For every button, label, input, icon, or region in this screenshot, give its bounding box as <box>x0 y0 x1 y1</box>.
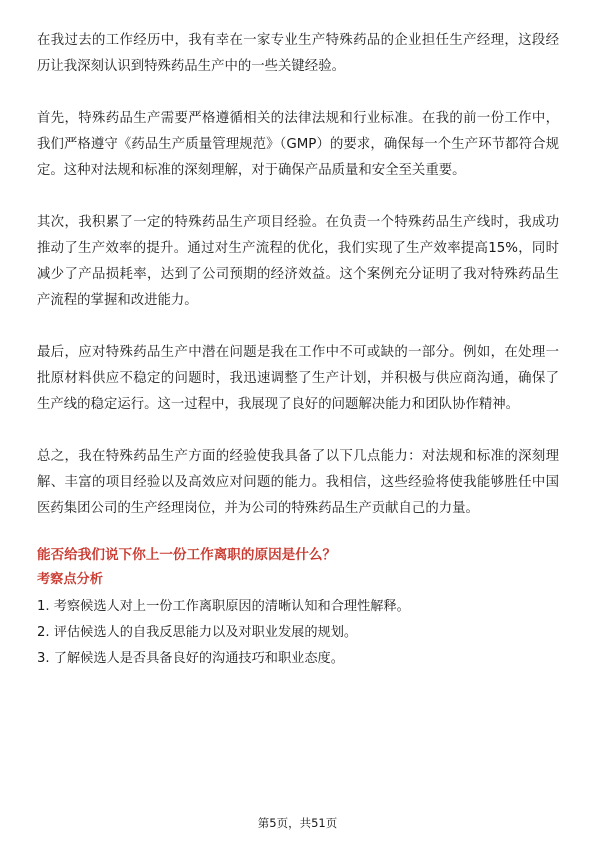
analysis-title: 考察点分析 <box>37 572 103 587</box>
page-number-footer: 第5页，共51页 <box>257 816 338 830</box>
analysis-item: 3. 了解候选人是否具备良好的沟通技巧和职业态度。 <box>37 651 344 666</box>
paragraph-experience-intro: 在我过去的工作经历中，我有幸在一家专业生产特殊药品的企业担任生产经理，这段经历让我深刻认识到特殊药品生产中的一些关键经验。 <box>37 33 559 74</box>
page-content <box>37 28 559 672</box>
paragraph-problem-solving: 最后，应对特殊药品生产中潜在问题是我在工作中不可或缺的一部分。例如，在处理一批原材料供应不稳定的问题时，我迅速调整了生产计划，并积极与供应商沟通，确保了生产线的稳定运行。这一过程中，我展现了良好的问题解决能力和团队协作精神。 <box>37 345 559 412</box>
interview-question: 能否给我们说下你上一份工作离职的原因是什么？ <box>37 547 337 563</box>
paragraph-regulations: 首先，特殊药品生产需要严格遵循相关的法律法规和行业标准。在我的前一份工作中，我们严格遵守《药品生产质量管理规范》（GMP）的要求，确保每一个生产环节都符合规定。这种对法规和标准的深刻理解，对于确保产品质量和安全至关重要。 <box>37 111 559 178</box>
paragraph-project-experience: 其次，我积累了一定的特殊药品生产项目经验。在负责一个特殊药品生产线时，我成功推动了生产效率的提升。通过对生产流程的优化，我们实现了生产效率提高15%，同时减少了产品损耗率，达到了公司预期的经济效益。这个案例充分证明了我对特殊药品生产流程的掌握和改进能力。 <box>37 215 559 308</box>
analysis-item: 1. 考察候选人对上一份工作离职原因的清晰认知和合理性解释。 <box>37 599 410 614</box>
analysis-item: 2. 评估候选人的自我反思能力以及对职业发展的规划。 <box>37 625 358 640</box>
paragraph-summary: 总之，我在特殊药品生产方面的经验使我具备了以下几点能力：对法规和标准的深刻理解、丰富的项目经验以及高效应对问题的能力。我相信，这些经验将使我能够胜任中国医药集团公司的生产经理岗位，并为公司的特殊药品生产贡献自己的力量。 <box>37 449 559 516</box>
analysis-list <box>37 594 559 672</box>
